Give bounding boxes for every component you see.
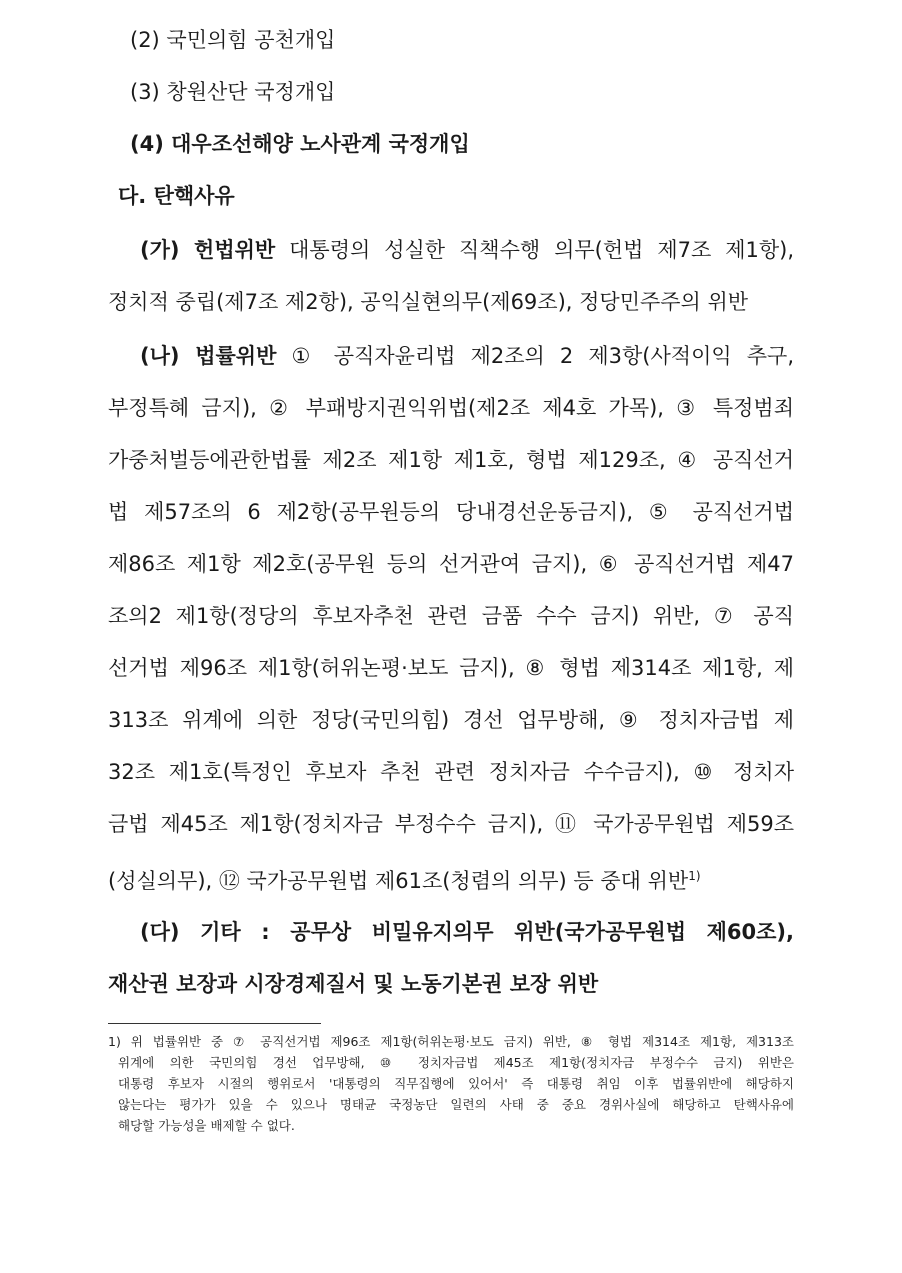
ga-line-2: 정치적 중립(제7조 제2항), 공익실현의무(제69조), 정당민주주의 위반	[108, 290, 749, 314]
na-last-line	[108, 860, 794, 892]
footnote-line: 대통령 후보자 시절의 행위로서 '대통령의 직무집행에 있어서' 즉 대통령 취임 이후 법률위반에 해당하지	[118, 1076, 794, 1091]
list-item-3: (3) 창원산단 국정개입	[130, 80, 336, 104]
list-item-4: (4) 대우조선해양 노사관계 국정개입	[130, 132, 470, 156]
section-heading: 다. 탄핵사유	[118, 184, 235, 208]
na-line: 313조 위계에 의한 정당(국민의힘) 경선 업무방해, ⑨ 정치자금법 제	[108, 708, 794, 732]
na-line: 조의2 제1항(정당의 후보자추천 관련 금품 수수 금지) 위반, ⑦ 공직	[108, 604, 794, 628]
footnote-line-last: 해당할 가능성을 배제할 수 없다.	[118, 1118, 295, 1133]
da-line-1: (다) 기타 : 공무상 비밀유지의무 위반(국가공무원법 제60조),	[140, 920, 794, 944]
na-line: 32조 제1호(특정인 후보자 추천 관련 정치자금 수수금지), ⑩ 정치자	[108, 760, 794, 784]
na-line: 법 제57조의 6 제2항(공무원등의 당내경선운동금지), ⑤ 공직선거법	[108, 500, 794, 524]
footnote-line: 않는다는 평가가 있을 수 있으나 명태균 국정농단 일련의 사태 중 중요 경위사실에 해당하고 탄핵사유에	[118, 1097, 794, 1112]
na-label: (나) 법률위반	[140, 344, 277, 368]
na-line: 가중처벌등에관한법률 제2조 제1항 제1호, 형법 제129조, ④ 공직선거	[108, 448, 794, 472]
footnote-line-1: 1) 위 법률위반 중 ⑦ 공직선거법 제96조 제1항(허위논평·보도 금지) 위반, ⑧ 형법 제314조 제1항, 제313조	[108, 1034, 794, 1049]
na-line: 부정특혜 금지), ② 부패방지권익위법(제2조 제4호 가목), ③ 특정범죄	[108, 396, 794, 420]
na-line: 금법 제45조 제1항(정치자금 부정수수 금지), ⑪ 국가공무원법 제59조	[108, 812, 794, 836]
da-line-2: 재산권 보장과 시장경제질서 및 노동기본권 보장 위반	[108, 972, 599, 996]
na-line-1	[140, 340, 794, 372]
footnote-line: 위계에 의한 국민의힘 경선 업무방해, ⑩ 정치자금법 제45조 제1항(정치자금 부정수수 금지) 위반은	[118, 1055, 794, 1070]
ga-line-1-text: 대통령의 성실한 직책수행 의무(헌법 제7조 제1항),	[275, 238, 794, 262]
footnote-divider	[108, 1023, 321, 1024]
ga-line-1	[140, 234, 794, 266]
footnote-marker[interactable]: 1)	[688, 869, 701, 883]
ga-label: (가) 헌법위반	[140, 238, 276, 262]
na-line: 제86조 제1항 제2호(공무원 등의 선거관여 금지), ⑥ 공직선거법 제47	[108, 552, 794, 576]
list-item-2: (2) 국민의힘 공천개입	[130, 28, 336, 52]
na-last-line-text: (성실의무), ⑫ 국가공무원법 제61조(청렴의 의무) 등 중대 위반	[108, 869, 689, 893]
na-line-1-text: ① 공직자윤리법 제2조의 2 제3항(사적이익 추구,	[276, 344, 794, 368]
na-line: 선거법 제96조 제1항(허위논평·보도 금지), ⑧ 형법 제314조 제1항, 제	[108, 656, 794, 680]
